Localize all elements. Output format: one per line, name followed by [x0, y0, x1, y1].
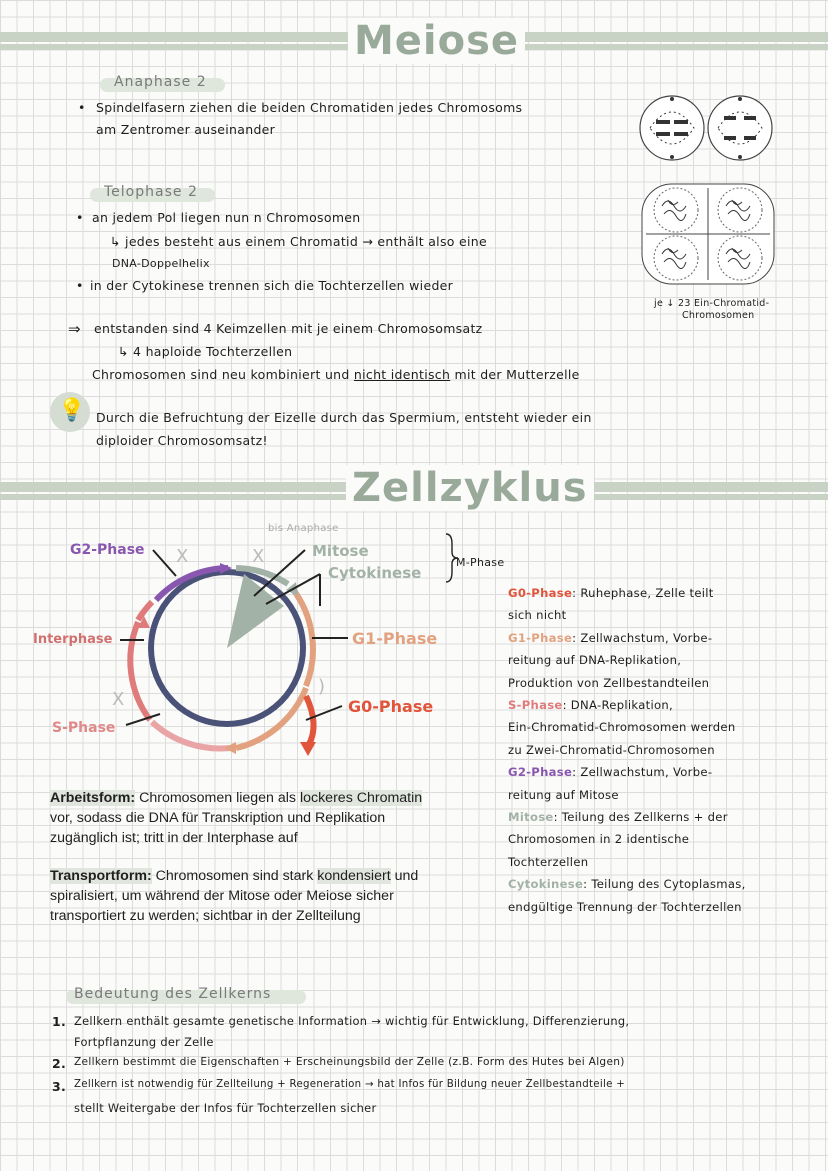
legend-text: : Teilung des Cytoplasmas, [583, 877, 746, 892]
arbeitsform-label: Arbeitsform: [50, 790, 136, 806]
legend-entry [508, 765, 712, 779]
legend-text: : Teilung des Zellkerns + der [553, 810, 728, 824]
result-line-3-a: Chromosomen sind neu kombiniert und [92, 367, 354, 382]
label-g1-phase: G1-Phase [352, 629, 438, 648]
result-line-3-underlined: nicht identisch [353, 367, 451, 382]
bedeutung-item-2-line-1: Zellkern bestimmt die Eigenschaften + Erscheinungsbild der Zelle (z.B. Form des Hutes bei Algen) [74, 1056, 625, 1068]
page-title-meiose: Meiose [348, 18, 525, 64]
g0-arrowhead [300, 742, 316, 756]
page-title-zellzyklus: Zellzyklus [346, 465, 594, 511]
heading-bedeutung: Bedeutung des Zellkerns [74, 986, 272, 1002]
mitosis-wedge [227, 574, 284, 648]
anaphase-line-2: am Zentromer auseinander [96, 122, 276, 137]
legend-entry [508, 586, 714, 600]
item-number: 2. [52, 1056, 67, 1071]
transportform-line-2: spiralisiert, um während der Mitose oder Meiose sicher [50, 888, 394, 904]
legend-key: G0-Phase [508, 586, 573, 600]
legend-key: Mitose [508, 810, 554, 824]
label-m-phase: M-Phase [456, 556, 505, 569]
arbeitsform-line-3: zugänglich ist; tritt in der Interphase auf [50, 830, 298, 846]
label-g2-phase: G2-Phase [70, 542, 145, 558]
transportform-line-1 [50, 866, 418, 887]
telophase-image-caption-1: je ↓ 23 Ein-Chromatid- [654, 298, 770, 309]
label-cytokinese: Cytokinese [328, 564, 422, 582]
legend-entry [508, 698, 673, 712]
svg-text:X: X [252, 546, 265, 567]
svg-text:X: X [112, 689, 125, 710]
telophase-sub-2: DNA-Doppelhelix [112, 257, 210, 270]
bedeutung-item-1-line-1: Zellkern enthält gesamte genetische Information → wichtig für Entwicklung, Differenzierung, [74, 1014, 630, 1028]
legend-key: S-Phase [508, 698, 563, 712]
legend-text: : DNA-Replikation, [562, 698, 674, 712]
item-number: 1. [52, 1014, 67, 1029]
telophase-bullet-2: in der Cytokinese trennen sich die Tochterzellen wieder [90, 278, 454, 293]
legend-continuation: endgültige Trennung der Tochterzellen [508, 899, 742, 914]
legend-entry [508, 810, 728, 824]
arbeitsform-line-1 [50, 788, 422, 809]
legend-continuation: Chromosomen in 2 identische [508, 832, 690, 847]
legend-continuation: Ein-Chromatid-Chromosomen werden [508, 720, 736, 735]
result-line-3-c: mit der Mutterzelle [450, 367, 580, 382]
tip-line-1: Durch die Befruchtung der Eizelle durch das Spermium, entsteht wieder ein [96, 410, 592, 425]
svg-text:X: X [176, 546, 189, 567]
heading-telophase: Telophase 2 [104, 184, 198, 200]
anaphase-cell-drawing [636, 92, 776, 164]
legend-continuation: Produktion von Zellbestandteilen [508, 675, 710, 690]
label-s-phase: S-Phase [52, 720, 116, 736]
interphase-arc [138, 602, 152, 620]
arbeitsform-line-2: vor, sodass die DNA für Transkription und Replikation [50, 810, 386, 826]
bedeutung-item-1-line-2: Fortpflanzung der Zelle [74, 1035, 214, 1049]
label-bis-anaphase: bis Anaphase [268, 523, 339, 534]
tip-line-2: diploider Chromosomsatz! [96, 433, 268, 448]
bullet: • [76, 278, 84, 293]
telophase-bullet-1: an jedem Pol liegen nun n Chromosomen [92, 210, 361, 225]
legend-continuation: reitung auf DNA-Replikation, [508, 653, 682, 668]
legend-entry [508, 877, 746, 891]
transportform-text-b: und [390, 868, 419, 884]
heading-anaphase: Anaphase 2 [114, 74, 207, 90]
transportform-line-3: transportiert zu werden; sichtbar in der Zellteilung [50, 908, 361, 924]
result-arrow: ⇒ [68, 320, 81, 338]
legend-continuation: reitung auf Mitose [508, 787, 619, 802]
legend-continuation: Tochterzellen [508, 854, 589, 869]
telophase-image-caption-2: Chromosomen [682, 310, 755, 321]
label-interphase: Interphase [33, 632, 113, 647]
legend-text: : Ruhephase, Zelle teilt [572, 586, 714, 600]
s-arc-top [130, 622, 150, 720]
legend-continuation: zu Zwei-Chromatid-Chromosomen [508, 742, 715, 757]
bedeutung-item-3-line-2: stellt Weitergabe der Infos für Tochterzellen sicher [74, 1101, 377, 1115]
legend-key: G2-Phase [508, 765, 573, 780]
lightbulb-icon: 💡 [58, 397, 86, 422]
label-mitose: Mitose [312, 542, 369, 560]
telophase-cell-drawing [640, 182, 776, 286]
result-line-1: entstanden sind 4 Keimzellen mit je einem Chromosomsatz [94, 321, 483, 336]
arbeitsform-text-a: Chromosomen liegen als [135, 790, 300, 806]
g1-arrowhead [224, 742, 236, 754]
legend-text: : Zellwachstum, Vorbe- [572, 630, 713, 645]
bullet: • [76, 210, 84, 225]
telophase-sub-1: ↳ jedes besteht aus einem Chromatid → enthält also eine [110, 234, 487, 249]
legend-continuation: sich nicht [508, 608, 567, 623]
g1-arc [236, 688, 306, 748]
legend-key: Cytokinese [508, 877, 584, 892]
bedeutung-item-3-line-1: Zellkern ist notwendig für Zellteilung + Regeneration → hat Infos für Bildung neuer Zellbestandteile + [74, 1079, 626, 1090]
svg-text:): ) [318, 676, 326, 697]
transportform-label: Transportform: [50, 868, 152, 884]
anaphase-line-1: Spindelfasern ziehen die beiden Chromatiden jedes Chromosoms [96, 100, 523, 115]
transportform-text-a: Chromosomen sind stark [151, 868, 318, 884]
arbeitsform-highlight: lockeres Chromatin [299, 790, 423, 806]
legend-text: : Zellwachstum, Vorbe- [572, 765, 713, 780]
legend-key: G1-Phase [508, 630, 573, 645]
result-line-2: ↳ 4 haploide Tochterzellen [118, 344, 293, 359]
result-line-3 [92, 367, 580, 382]
transportform-highlight: kondensiert [317, 868, 391, 884]
bullet: • [78, 100, 86, 115]
g0-branch [306, 696, 314, 746]
label-g0-phase: G0-Phase [348, 697, 434, 716]
legend-entry [508, 631, 712, 645]
item-number: 3. [52, 1079, 67, 1094]
